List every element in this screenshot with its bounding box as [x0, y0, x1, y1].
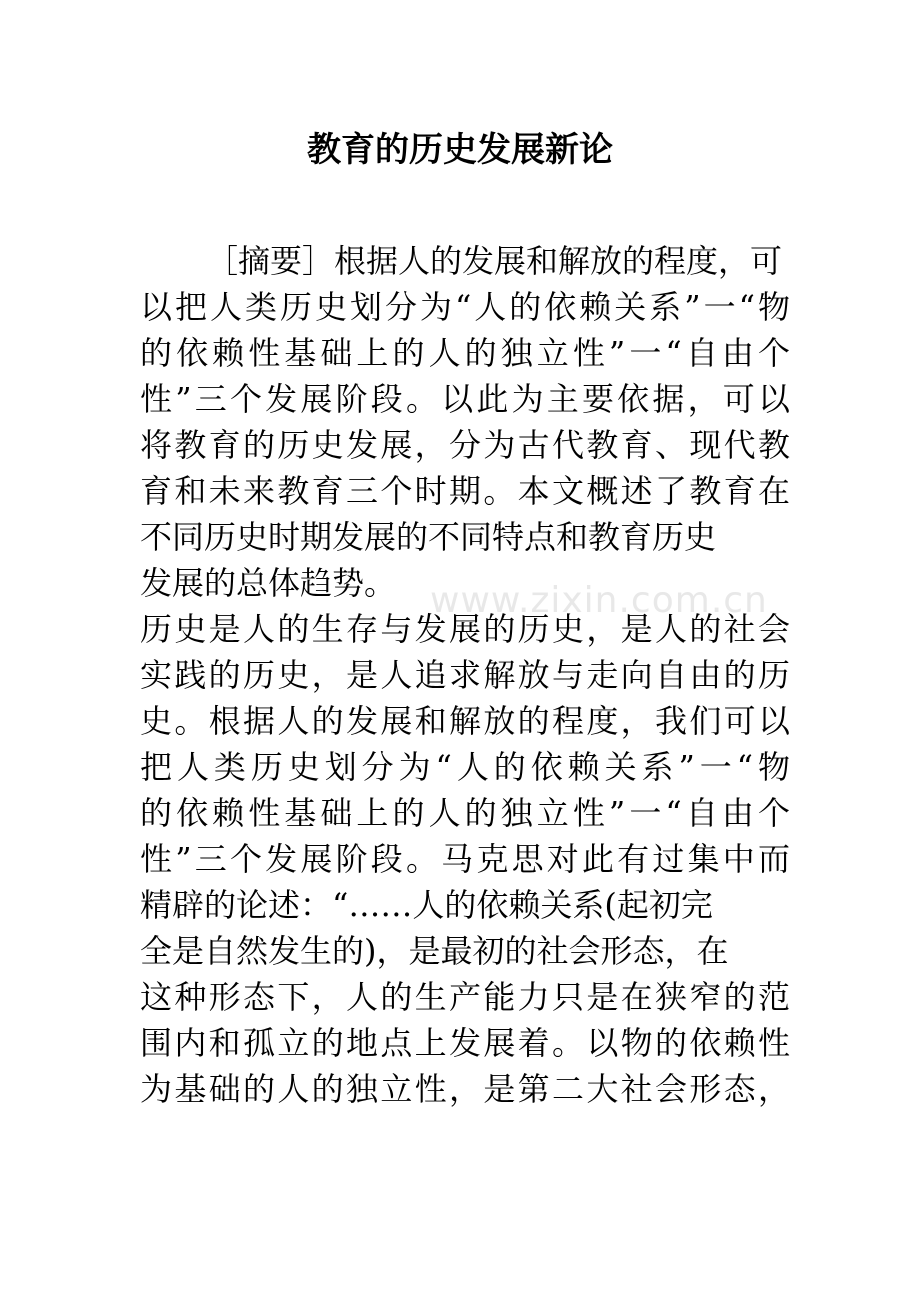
text-line: 以把人类历史划分为“人的依赖关系”一“物	[140, 288, 790, 326]
text-line: 精辟的论述：“……人的依赖关系(起初完	[140, 886, 713, 924]
text-line: ［摘要］根据人的发展和解放的程度，可	[206, 242, 783, 280]
text-line: 实践的历史，是人追求解放与走向自由的历	[140, 656, 790, 694]
text-line: 将教育的历史发展，分为古代教育、现代教	[140, 426, 790, 464]
text-line: 性”三个发展阶段。以此为主要依据，可以	[140, 380, 790, 418]
text-line: 全是自然发生的)，是最初的社会形态，在	[140, 932, 729, 970]
text-line: 的依赖性基础上的人的独立性”一“自由个	[140, 794, 790, 832]
text-line: 历史是人的生存与发展的历史，是人的社会	[140, 610, 790, 648]
text-line: 性”三个发展阶段。马克思对此有过集中而	[140, 840, 790, 878]
text-line: 围内和孤立的地点上发展着。以物的依赖性	[140, 1024, 790, 1062]
document-title: 教育的历史发展新论	[307, 130, 613, 170]
text-line: 不同历史时期发展的不同特点和教育历史	[140, 518, 717, 556]
text-line: 育和未来教育三个时期。本文概述了教育在	[140, 472, 790, 510]
text-line: 把人类历史划分为“人的依赖关系”一“物	[140, 748, 790, 786]
text-line: 史。根据人的发展和解放的程度，我们可以	[140, 702, 790, 740]
text-line: 发展的总体趋势。	[140, 564, 397, 602]
text-line: 这种形态下，人的生产能力只是在狭窄的范	[140, 978, 790, 1016]
watermark: www.zixin.com.cn	[430, 580, 768, 621]
text-line: 的依赖性基础上的人的独立性”一“自由个	[140, 334, 790, 372]
text-line: 为基础的人的独立性，是第二大社会形态，	[140, 1070, 790, 1108]
